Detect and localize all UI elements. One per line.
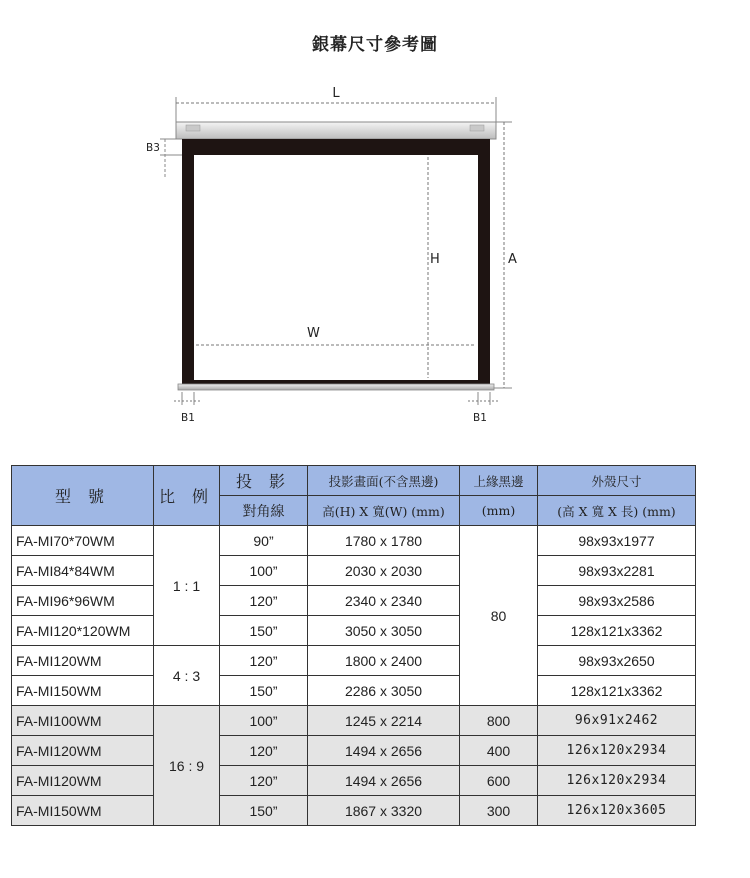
- ratio-cell: 16 : 9: [154, 706, 220, 826]
- ratio-cell: 1 : 1: [154, 526, 220, 646]
- area-cell: 1494 x 2656: [308, 736, 460, 766]
- table-row: [12, 766, 696, 796]
- screen-case: [176, 122, 496, 139]
- border-cell: 300: [460, 796, 538, 826]
- model-cell: FA-MI84*84WM: [12, 556, 154, 586]
- area-cell: 2340 x 2340: [308, 586, 460, 616]
- case-cell: 98x93x2281: [538, 556, 696, 586]
- table-row: [12, 676, 696, 706]
- header-border-bottom: (mm): [460, 496, 538, 526]
- border-cell: 800: [460, 706, 538, 736]
- diagonal-cell: 150”: [220, 676, 308, 706]
- area-cell: 1800 x 2400: [308, 646, 460, 676]
- case-cell: 126x120x2934: [538, 766, 696, 796]
- header-model: 型 號: [12, 466, 154, 526]
- label-H: H: [430, 252, 440, 267]
- case-cell: 98x93x2650: [538, 646, 696, 676]
- diagonal-cell: 150”: [220, 616, 308, 646]
- case-cell: 98x93x2586: [538, 586, 696, 616]
- area-cell: 1780 x 1780: [308, 526, 460, 556]
- area-cell: 2286 x 3050: [308, 676, 460, 706]
- label-B1-right: B1: [473, 412, 487, 424]
- case-cell: 128x121x3362: [538, 676, 696, 706]
- model-cell: FA-MI120WM: [12, 766, 154, 796]
- border-cell: 80: [460, 526, 538, 706]
- header-case-bottom: (高 X 寬 X 長) (mm): [538, 496, 696, 526]
- area-cell: 1867 x 3320: [308, 796, 460, 826]
- label-W: W: [307, 326, 320, 341]
- dimension-L: [176, 86, 496, 122]
- dimension-B1-right: [468, 392, 498, 424]
- header-diag-top: 投 影: [220, 466, 308, 496]
- dimension-B1-left: [174, 392, 202, 424]
- dimension-B3: [146, 139, 184, 178]
- header-area-bottom: 高(H) X 寬(W) (mm): [308, 496, 460, 526]
- table-row: [12, 586, 696, 616]
- diagonal-cell: 120”: [220, 586, 308, 616]
- case-cell: 98x93x1977: [538, 526, 696, 556]
- diagonal-cell: 150”: [220, 796, 308, 826]
- diagonal-cell: 90”: [220, 526, 308, 556]
- header-row: [12, 466, 696, 496]
- case-cell: 128x121x3362: [538, 616, 696, 646]
- diagonal-cell: 120”: [220, 646, 308, 676]
- model-cell: FA-MI96*96WM: [12, 586, 154, 616]
- model-cell: FA-MI150WM: [12, 796, 154, 826]
- case-cell: 126x120x2934: [538, 736, 696, 766]
- screen-projection-area: [194, 155, 478, 380]
- table-row: [12, 526, 696, 556]
- label-B3: B3: [146, 142, 160, 154]
- area-cell: 2030 x 2030: [308, 556, 460, 586]
- header-diag-bottom: 對角線: [220, 496, 308, 526]
- case-cell: 96x91x2462: [538, 706, 696, 736]
- spec-table: [11, 465, 696, 826]
- diagonal-cell: 120”: [220, 736, 308, 766]
- model-cell: FA-MI120*120WM: [12, 616, 154, 646]
- table-row: [12, 736, 696, 766]
- table-row: [12, 646, 696, 676]
- label-B1-left: B1: [181, 412, 195, 424]
- screen-bottom-bar: [178, 384, 494, 390]
- header-border-top: 上緣黑邊: [460, 466, 538, 496]
- model-cell: FA-MI120WM: [12, 736, 154, 766]
- page-title: 銀幕尺寸參考圖: [312, 35, 438, 55]
- area-cell: 1245 x 2214: [308, 706, 460, 736]
- diagonal-cell: 100”: [220, 706, 308, 736]
- table-row: [12, 616, 696, 646]
- area-cell: 1494 x 2656: [308, 766, 460, 796]
- diagonal-cell: 100”: [220, 556, 308, 586]
- diagonal-cell: 120”: [220, 766, 308, 796]
- ratio-cell: 4 : 3: [154, 646, 220, 706]
- table-row: [12, 706, 696, 736]
- area-cell: 3050 x 3050: [308, 616, 460, 646]
- label-A: A: [508, 252, 517, 267]
- case-cell: 126x120x3605: [538, 796, 696, 826]
- model-cell: FA-MI150WM: [12, 676, 154, 706]
- label-L: L: [332, 86, 340, 101]
- dimension-A: [494, 122, 517, 388]
- header-ratio: 比 例: [154, 466, 220, 526]
- table-row: [12, 556, 696, 586]
- model-cell: FA-MI100WM: [12, 706, 154, 736]
- table-row: [12, 796, 696, 826]
- model-cell: FA-MI120WM: [12, 646, 154, 676]
- model-cell: FA-MI70*70WM: [12, 526, 154, 556]
- header-area-top: 投影畫面(不含黑邊): [308, 466, 460, 496]
- header-case-top: 外殼尺寸: [538, 466, 696, 496]
- border-cell: 400: [460, 736, 538, 766]
- border-cell: 600: [460, 766, 538, 796]
